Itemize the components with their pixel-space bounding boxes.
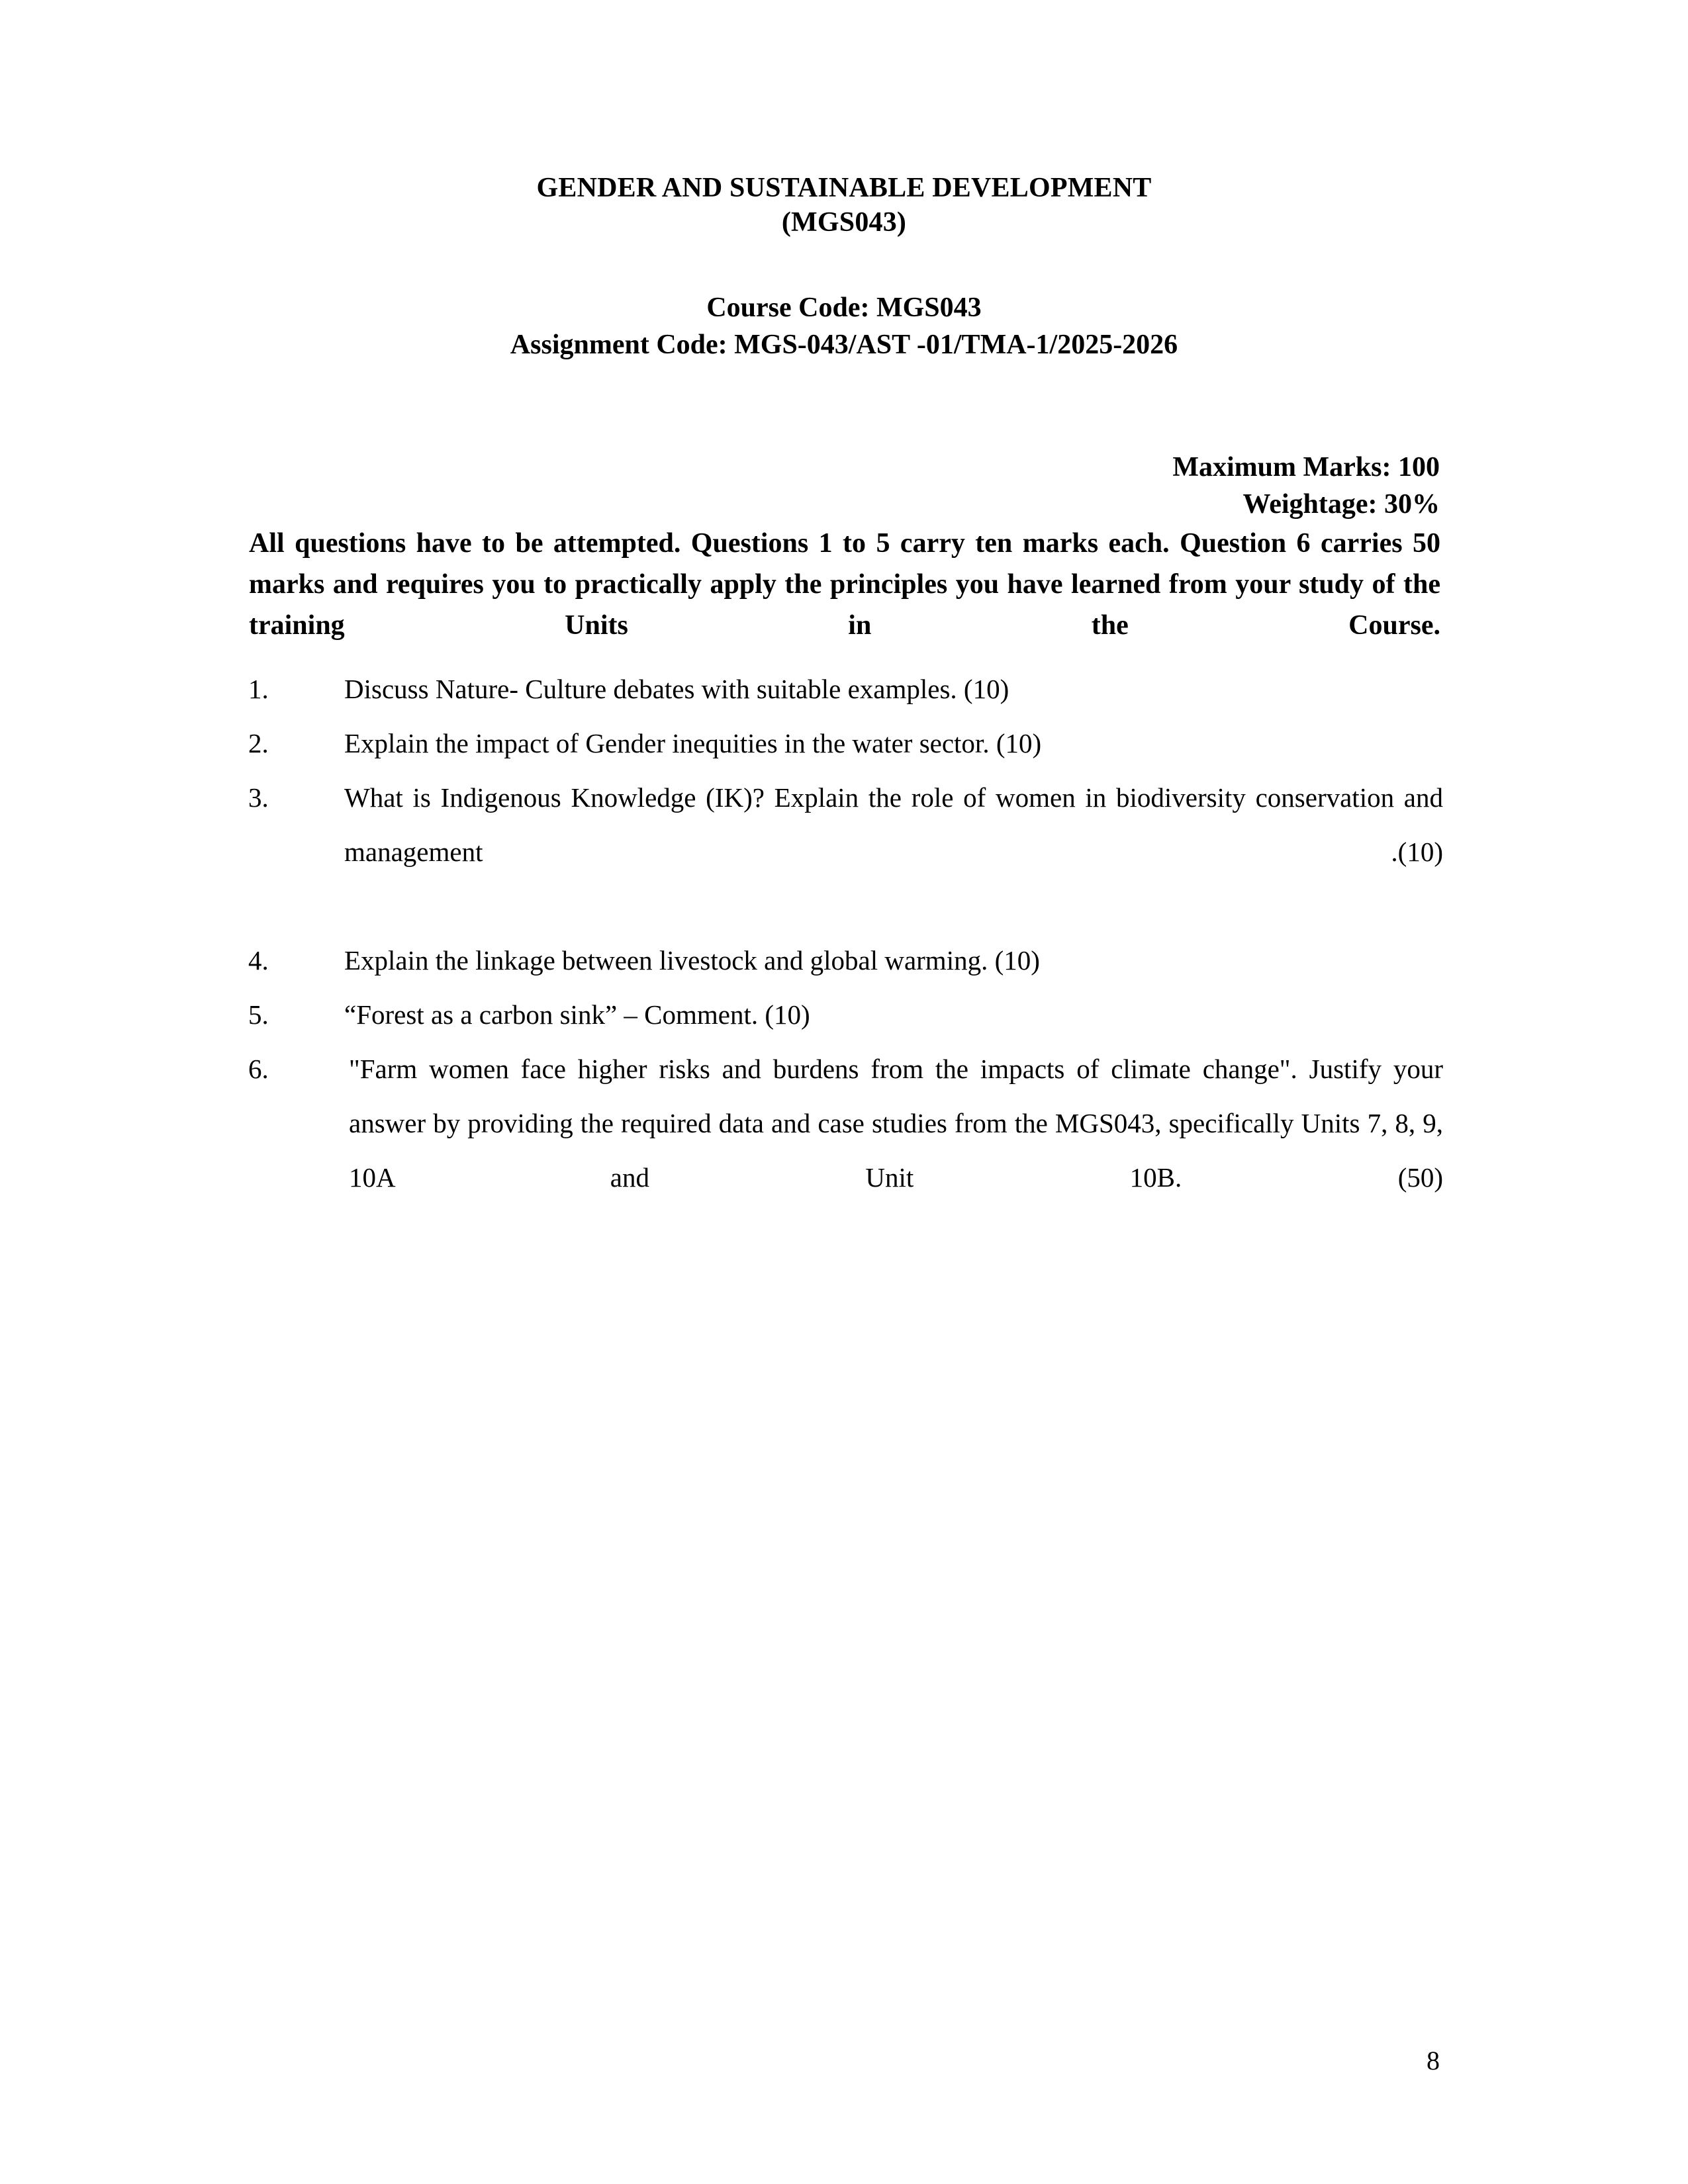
question-item (248, 716, 1443, 770)
course-info-block (248, 289, 1440, 363)
course-code: Course Code: MGS043 (706, 293, 982, 323)
question-text: Explain the impact of Gender inequities in the water sector. (10) (344, 728, 1042, 758)
question-number: 5. (248, 999, 269, 1030)
document-title-line-1: GENDER AND SUSTAINABLE DEVELOPMENT (536, 173, 1152, 203)
question-text: "Farm women face higher risks and burdens from the impacts of climate change". Justify your answer by providing the required data and case studies from the MGS043, specifically Units 7, 8, 9, 10A and Unit 10B. (50) (349, 1054, 1443, 1193)
question-number: 4. (248, 945, 269, 976)
maximum-marks: Maximum Marks: 100 (1172, 452, 1440, 482)
question-item (248, 933, 1443, 987)
weightage: Weightage: 30% (1243, 489, 1440, 520)
question-item (248, 1042, 1443, 1259)
question-item (248, 662, 1443, 716)
document-title-line-2: (MGS043) (781, 207, 907, 238)
assignment-code: Assignment Code: MGS-043/AST -01/TMA-1/2025-2026 (510, 330, 1178, 360)
page-number: 8 (1427, 2046, 1440, 2075)
question-text: Discuss Nature- Culture debates with suitable examples. (10) (344, 674, 1009, 704)
marks-block (248, 449, 1440, 523)
question-number: 1. (248, 674, 269, 704)
question-item (248, 770, 1443, 933)
question-text: “Forest as a carbon sink” – Comment. (10) (344, 999, 810, 1030)
document-title-block (248, 171, 1440, 240)
question-list (248, 662, 1443, 1259)
question-number: 6. (248, 1054, 269, 1084)
question-number: 2. (248, 728, 269, 758)
question-text: What is Indigenous Knowledge (IK)? Explain the role of women in biodiversity conservation and management .(10) (344, 782, 1443, 867)
question-item (248, 987, 1443, 1042)
instructions-paragraph: All questions have to be attempted. Questions 1 to 5 carry ten marks each. Question 6 carries 50 marks and requires you to practically apply the principles you have learned from your study of the training Units in the Course. (249, 528, 1440, 641)
question-number: 3. (248, 782, 269, 813)
question-text: Explain the linkage between livestock and global warming. (10) (344, 945, 1040, 976)
